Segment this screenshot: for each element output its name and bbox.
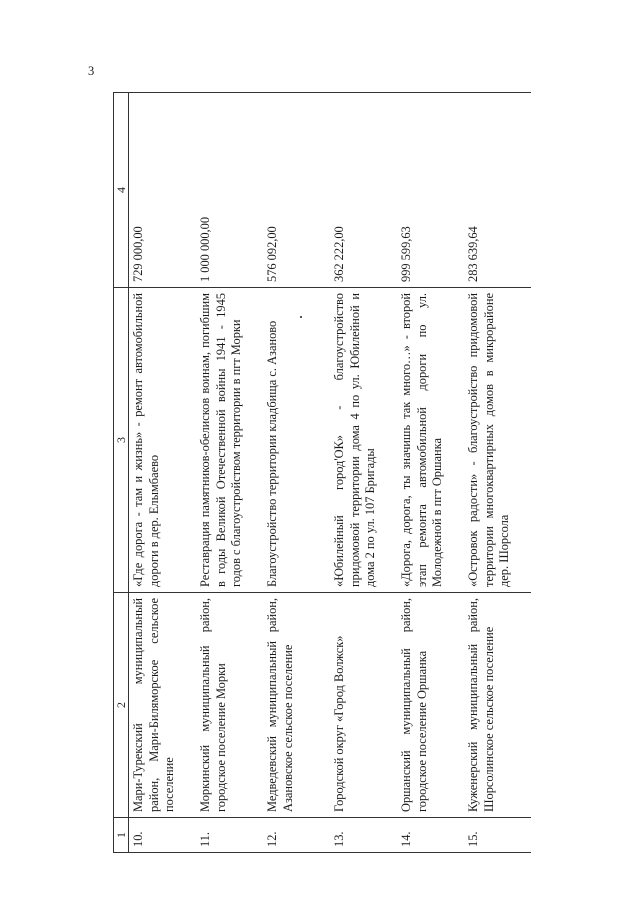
municipality-cell: Медведевский муниципальный район, Азановское сельское поселение bbox=[263, 593, 330, 818]
amount-cell: 283 639,64 bbox=[464, 93, 531, 288]
table-row bbox=[263, 93, 330, 853]
header-col-3: 3 bbox=[114, 288, 129, 593]
amount-cell: 729 000,00 bbox=[129, 93, 197, 288]
row-number: 15. bbox=[464, 818, 531, 853]
amount-cell: 362 222,00 bbox=[330, 93, 397, 288]
table-row bbox=[330, 93, 397, 853]
amount-cell: 1 000 000,00 bbox=[196, 93, 263, 288]
row-number: 10. bbox=[129, 818, 197, 853]
table-header bbox=[114, 93, 129, 853]
municipality-cell: Куженерский муниципальный район, Шорсолинское сельское поселение bbox=[464, 593, 531, 818]
amount-cell: 999 599,63 bbox=[397, 93, 464, 288]
table-row bbox=[129, 93, 197, 853]
project-cell: «Островок радости» - благоустройство придомовой территории многоквартирных домов в микрорайоне дер. Шорсола bbox=[464, 288, 531, 593]
header-col-4: 4 bbox=[114, 93, 129, 288]
municipality-cell: Мари-Турекский муниципальный район, Мари-Биляморское сельское поселение bbox=[129, 593, 197, 818]
project-cell: «Где дорога - там и жизнь» - ремонт автомобильной дороги в дер. Елымбаево bbox=[129, 288, 197, 593]
row-number: 14. bbox=[397, 818, 464, 853]
table-body bbox=[129, 93, 532, 853]
header-col-1: 1 bbox=[114, 818, 129, 853]
project-cell: «Юбилейный город'ОК» - благоустройство придомовой территории дома 4 по ул. Юбилейной и дома 2 по ул. 107 Бригады bbox=[330, 288, 397, 593]
project-cell: «Дорога, дорога, ты значишь так много…» - второй этап ремонта автомобильной дороги по ул. Молодежной в пгт Оршанка bbox=[397, 288, 464, 593]
header-col-2: 2 bbox=[114, 593, 129, 818]
rotated-table-container bbox=[113, 93, 558, 853]
project-cell: Благоустройство территории кладбища с. Азаново bbox=[263, 288, 330, 593]
page-number: 3 bbox=[88, 64, 95, 78]
amount-cell: 576 092,00 bbox=[263, 93, 330, 288]
row-number: 12. bbox=[263, 818, 330, 853]
row-number: 13. bbox=[330, 818, 397, 853]
grants-table bbox=[113, 92, 531, 853]
table-row bbox=[196, 93, 263, 853]
table-row bbox=[464, 93, 531, 853]
municipality-cell: Городской округ «Город Волжск» bbox=[330, 593, 397, 818]
row-number: 11. bbox=[196, 818, 263, 853]
project-cell: Реставрация памятников-обелисков воинам, погибшим в годы Великой Отечественной войны 1941 - 1945 годов с благоустройством территории в пгт Морки bbox=[196, 288, 263, 593]
municipality-cell: Оршанский муниципальный район, городское поселение Оршанка bbox=[397, 593, 464, 818]
municipality-cell: Моркинский муниципальный район, городское поселение Морки bbox=[196, 593, 263, 818]
table-row bbox=[397, 93, 464, 853]
